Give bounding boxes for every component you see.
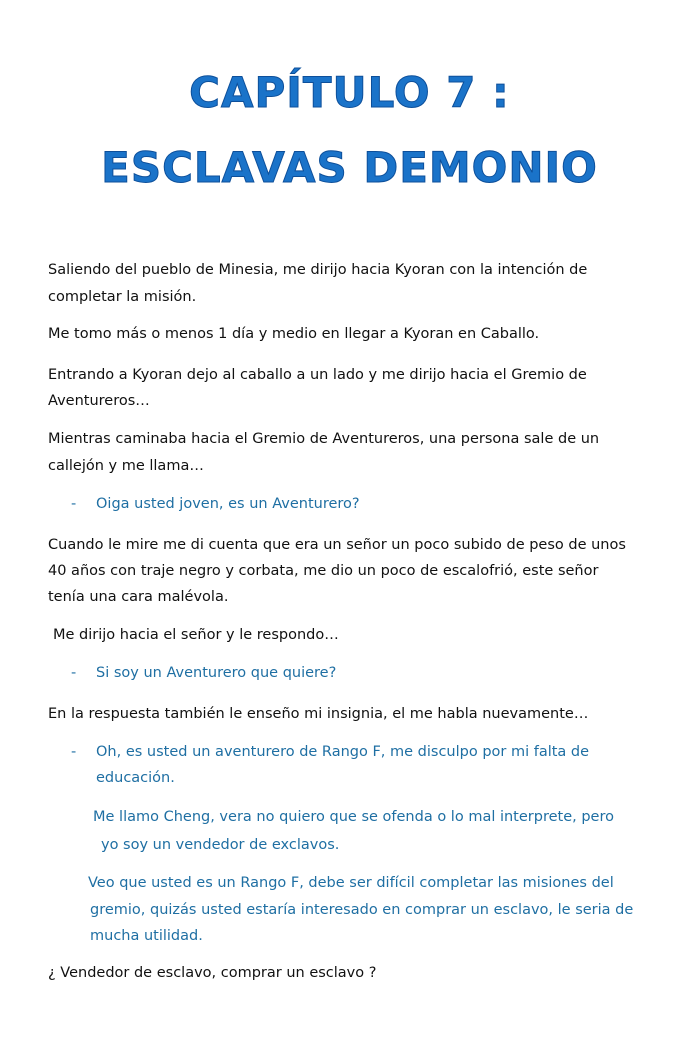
paragraph-line: tenía una cara malévola. [48, 589, 229, 605]
paragraph-line: Entrando a Kyoran dejo al caballo a un lado y me dirijo hacia el Gremio de [48, 367, 587, 383]
paragraph-line: 40 años con traje negro y corbata, me dio un poco de escalofrió, este señor [48, 563, 599, 579]
chapter-title-line2: ESCLAVAS DEMONIO [101, 143, 598, 192]
paragraph-line: Saliendo del pueblo de Minesia, me dirijo hacia Kyoran con la intención de [48, 262, 588, 278]
paragraph-line: Cuando le mire me di cuenta que era un señor un poco subido de peso de unos [48, 537, 626, 553]
dialogue-line: mucha utilidad. [90, 928, 203, 944]
dialogue-bullet: - [71, 665, 77, 681]
dialogue-line: Si soy un Aventurero que quiere? [96, 665, 337, 681]
paragraph-line: Me tomo más o menos 1 día y medio en llegar a Kyoran en Caballo. [48, 326, 540, 342]
chapter-title-line1: CAPÍTULO 7 : [189, 68, 510, 117]
dialogue-line: Oiga usted joven, es un Aventurero? [96, 496, 360, 512]
paragraph-line: Mientras caminaba hacia el Gremio de Aventureros, una persona sale de un [48, 431, 600, 447]
paragraph-line: completar la misión. [48, 289, 197, 305]
paragraph-line: Aventureros… [48, 393, 150, 409]
dialogue-line: educación. [96, 770, 175, 786]
paragraph-line: En la respuesta también le enseño mi insignia, el me habla nuevamente… [48, 706, 589, 722]
dialogue-bullet: - [71, 744, 77, 760]
dialogue-line: Me llamo Cheng, vera no quiero que se ofenda o lo mal interprete, pero [93, 809, 614, 825]
dialogue-line: gremio, quizás usted estaría interesado en comprar un esclavo, le seria de [90, 902, 634, 918]
paragraph-line: callejón y me llama… [48, 458, 204, 474]
paragraph-line: ¿ Vendedor de esclavo, comprar un esclavo ? [48, 965, 377, 981]
dialogue-line: yo soy un vendedor de exclavos. [101, 837, 340, 853]
dialogue-line: Oh, es usted un aventurero de Rango F, me disculpo por mi falta de [96, 744, 590, 760]
paragraph-line: Me dirijo hacia el señor y le respondo… [53, 627, 339, 643]
dialogue-bullet: - [71, 496, 77, 512]
dialogue-line: Veo que usted es un Rango F, debe ser difícil completar las misiones del [88, 875, 614, 891]
